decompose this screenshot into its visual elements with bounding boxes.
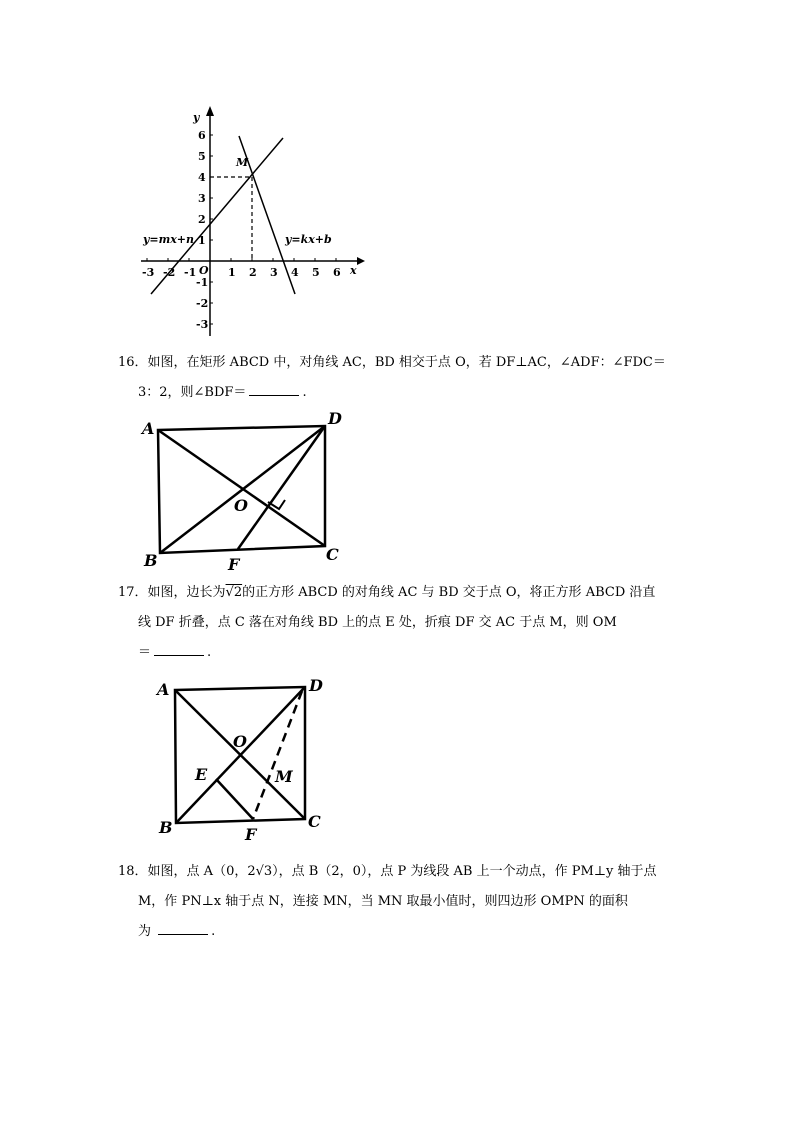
segment-ef [216,779,253,819]
label-o: O [233,732,247,751]
q18-line-2: M，作 PN⊥x 轴于点 N，连接 MN，当 MN 取最小值时，则四边形 OMPN 的面积 [138,894,628,909]
x-tick: 1 [228,266,236,279]
label-m: M [275,767,293,786]
x-tick: 3 [270,266,278,279]
y-tick: 6 [198,129,206,142]
y-tick: -1 [196,276,209,289]
x-tick: 2 [249,266,257,279]
question-18 [118,857,678,947]
y-axis-arrow [206,106,214,116]
y-tick: -3 [196,318,209,331]
question-17 [118,578,678,668]
line-right-label: y=kx+b [285,233,332,246]
diagonal-bd [176,687,305,823]
diagonal-ac [158,430,325,546]
x-tick: 5 [312,266,320,279]
y-tick: 2 [198,213,206,226]
y-tick: -2 [196,297,209,310]
q16-rectangle-figure [138,408,348,573]
x-tick: -2 [163,266,176,279]
q16-line-2: 3：2，则∠BDF＝ . [138,385,307,400]
answer-blank [158,922,208,935]
q15-coordinate-graph [135,100,365,340]
q16-line-1: 16．如图，在矩形 ABCD 中，对角线 AC，BD 相交于点 O，若 DF⊥AC，∠ADF：∠FDC＝ [118,355,666,370]
label-o: O [234,496,248,515]
q18-line-3: 为 . [138,924,216,939]
q17-line-1: 17．如图，边长为√2的正方形 ABCD 的对角线 AC 与 BD 交于点 O，将正方形 ABCD 沿直 [118,585,656,600]
label-f: F [245,825,257,844]
y-tick: 1 [198,234,206,247]
x-tick: 6 [333,266,341,279]
question-16 [118,348,678,408]
label-a: A [157,680,170,699]
q17-line-3: ＝ . [138,645,212,660]
x-axis-arrow [357,257,365,265]
origin-label: O [199,264,209,277]
q17-square-figure [155,673,335,845]
label-c: C [326,545,339,564]
label-b: B [159,818,173,837]
answer-blank [154,643,204,656]
q17-line-2: 线 DF 折叠，点 C 落在对角线 BD 上的点 E 处，折痕 DF 交 AC 于点 M，则 OM [138,615,617,630]
x-axis-label: x [350,264,357,277]
diagonal-bd [160,426,325,553]
y-tick: 4 [198,171,206,184]
x-tick: -1 [184,266,197,279]
segment-df [238,426,325,549]
label-e: E [195,765,208,784]
label-f: F [228,555,240,573]
y-axis-label: y [193,111,200,124]
x-tick: 4 [291,266,299,279]
y-tick: 5 [198,150,206,163]
fold-line-df [253,691,302,819]
label-d: D [309,676,323,695]
line-left-label: y=mx+n [143,233,195,246]
answer-blank [249,383,299,396]
label-d: D [328,409,342,428]
label-a: A [142,419,155,438]
x-tick: -3 [142,266,155,279]
label-c: C [308,812,321,831]
y-tick: 3 [198,192,206,205]
q18-line-1: 18．如图，点 A（0，2√3），点 B（2，0），点 P 为线段 AB 上一个动点，作 PM⊥y 轴于点 [118,864,657,879]
label-b: B [144,551,158,570]
point-m-label: M [236,156,249,169]
